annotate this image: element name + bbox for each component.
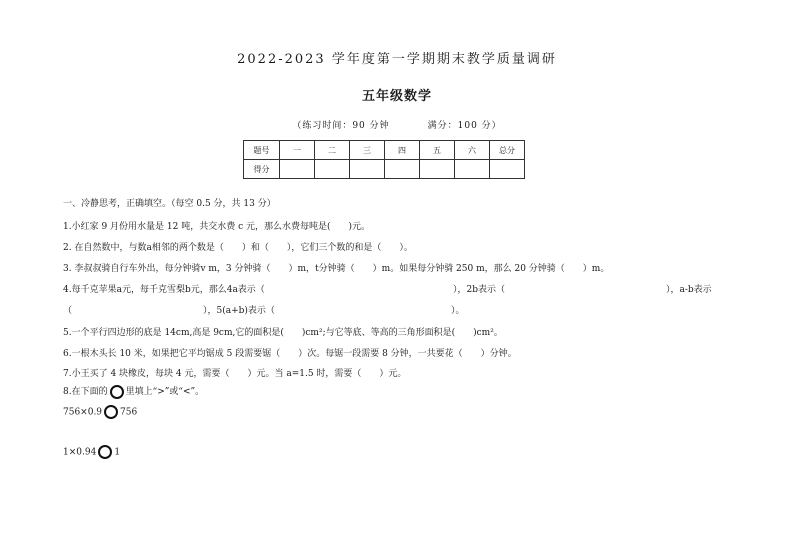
question-5: 5.一个平行四边形的底是 14cm,高是 9cm,它的面积是( )cm²;与它等底、等高的三角形面积是( )cm²。 <box>63 328 503 338</box>
comparison-2-right: 1 <box>114 447 121 458</box>
score-table-score-row <box>244 160 525 179</box>
comparison-1 <box>63 405 137 419</box>
question-4-part-d: （ <box>63 306 73 316</box>
table-cell: 得分 <box>244 160 280 179</box>
question-8 <box>63 384 204 399</box>
question-4-part-f: ）。 <box>451 306 465 316</box>
table-cell: 二 <box>315 141 350 160</box>
question-4-part-a: 4.每千克苹果a元，每千克雪梨b元，那么4a表示（ <box>63 285 265 295</box>
table-cell: 五 <box>420 141 455 160</box>
section-heading: 一、冷静思考，正确填空。（每空 0.5 分，共 13 分） <box>63 199 276 209</box>
question-3: 3. 李叔叔骑自行车外出，每分钟骑v m，3 分钟骑（ ）m，t分钟骑（ ）m。如果每分钟骑 250 m，那么 20 分钟骑（ ）m。 <box>63 264 610 274</box>
score-cell[interactable] <box>455 160 490 179</box>
comparison-1-circle[interactable] <box>104 405 118 419</box>
score-cell[interactable] <box>385 160 420 179</box>
question-7: 7.小王买了 4 块橡皮，每块 4 元，需要（ ）元。当 a=1.5 时，需要（ ）元。 <box>63 369 407 379</box>
exam-title: 2022-2023 学年度第一学期期末教学质量调研 <box>237 52 557 67</box>
table-cell: 题号 <box>244 141 280 160</box>
comparison-1-left: 756×0.9 <box>63 407 103 418</box>
table-cell: 六 <box>455 141 490 160</box>
table-cell: 一 <box>280 141 315 160</box>
practice-time: （练习时间：90 分钟 <box>292 121 390 131</box>
table-cell: 四 <box>385 141 420 160</box>
score-table <box>243 140 525 179</box>
question-4-part-e: ），5(a+b)表示（ <box>203 306 275 316</box>
question-1: 1.小红家 9 月份用水量是 12 吨，共交水费 c 元，那么水费每吨是( )元。 <box>63 222 370 232</box>
score-cell[interactable] <box>280 160 315 179</box>
score-cell[interactable] <box>315 160 350 179</box>
question-4-part-b: ），2b表示（ <box>453 285 505 295</box>
score-table-header-row <box>244 141 525 160</box>
answer-circle-icon <box>110 385 124 399</box>
score-cell[interactable] <box>350 160 385 179</box>
score-cell[interactable] <box>420 160 455 179</box>
question-8-suffix: 里填上“>”或“<”。 <box>125 387 205 397</box>
question-2: 2. 在自然数中，与数a相邻的两个数是（ ）和（ ），它们三个数的和是（ ）。 <box>63 243 413 253</box>
question-6: 6.一根木头长 10 米，如果把它平均锯成 5 段需要锯（ ）次。每锯一段需要 8 分钟，一共要花（ ）分钟。 <box>63 349 517 359</box>
table-cell: 三 <box>350 141 385 160</box>
comparison-1-right: 756 <box>120 407 138 418</box>
comparison-2-left: 1×0.94 <box>63 447 97 458</box>
score-cell[interactable] <box>490 160 525 179</box>
practice-info <box>0 118 794 131</box>
exam-subtitle: 五年级数学 <box>361 89 432 104</box>
comparison-2-circle[interactable] <box>98 445 112 459</box>
question-4-part-c: ），a-b表示 <box>666 285 712 295</box>
comparison-2 <box>63 445 120 459</box>
table-cell: 总分 <box>490 141 525 160</box>
full-score: 满分：100 分） <box>427 121 502 131</box>
question-8-prefix: 8.在下面的 <box>63 387 108 397</box>
